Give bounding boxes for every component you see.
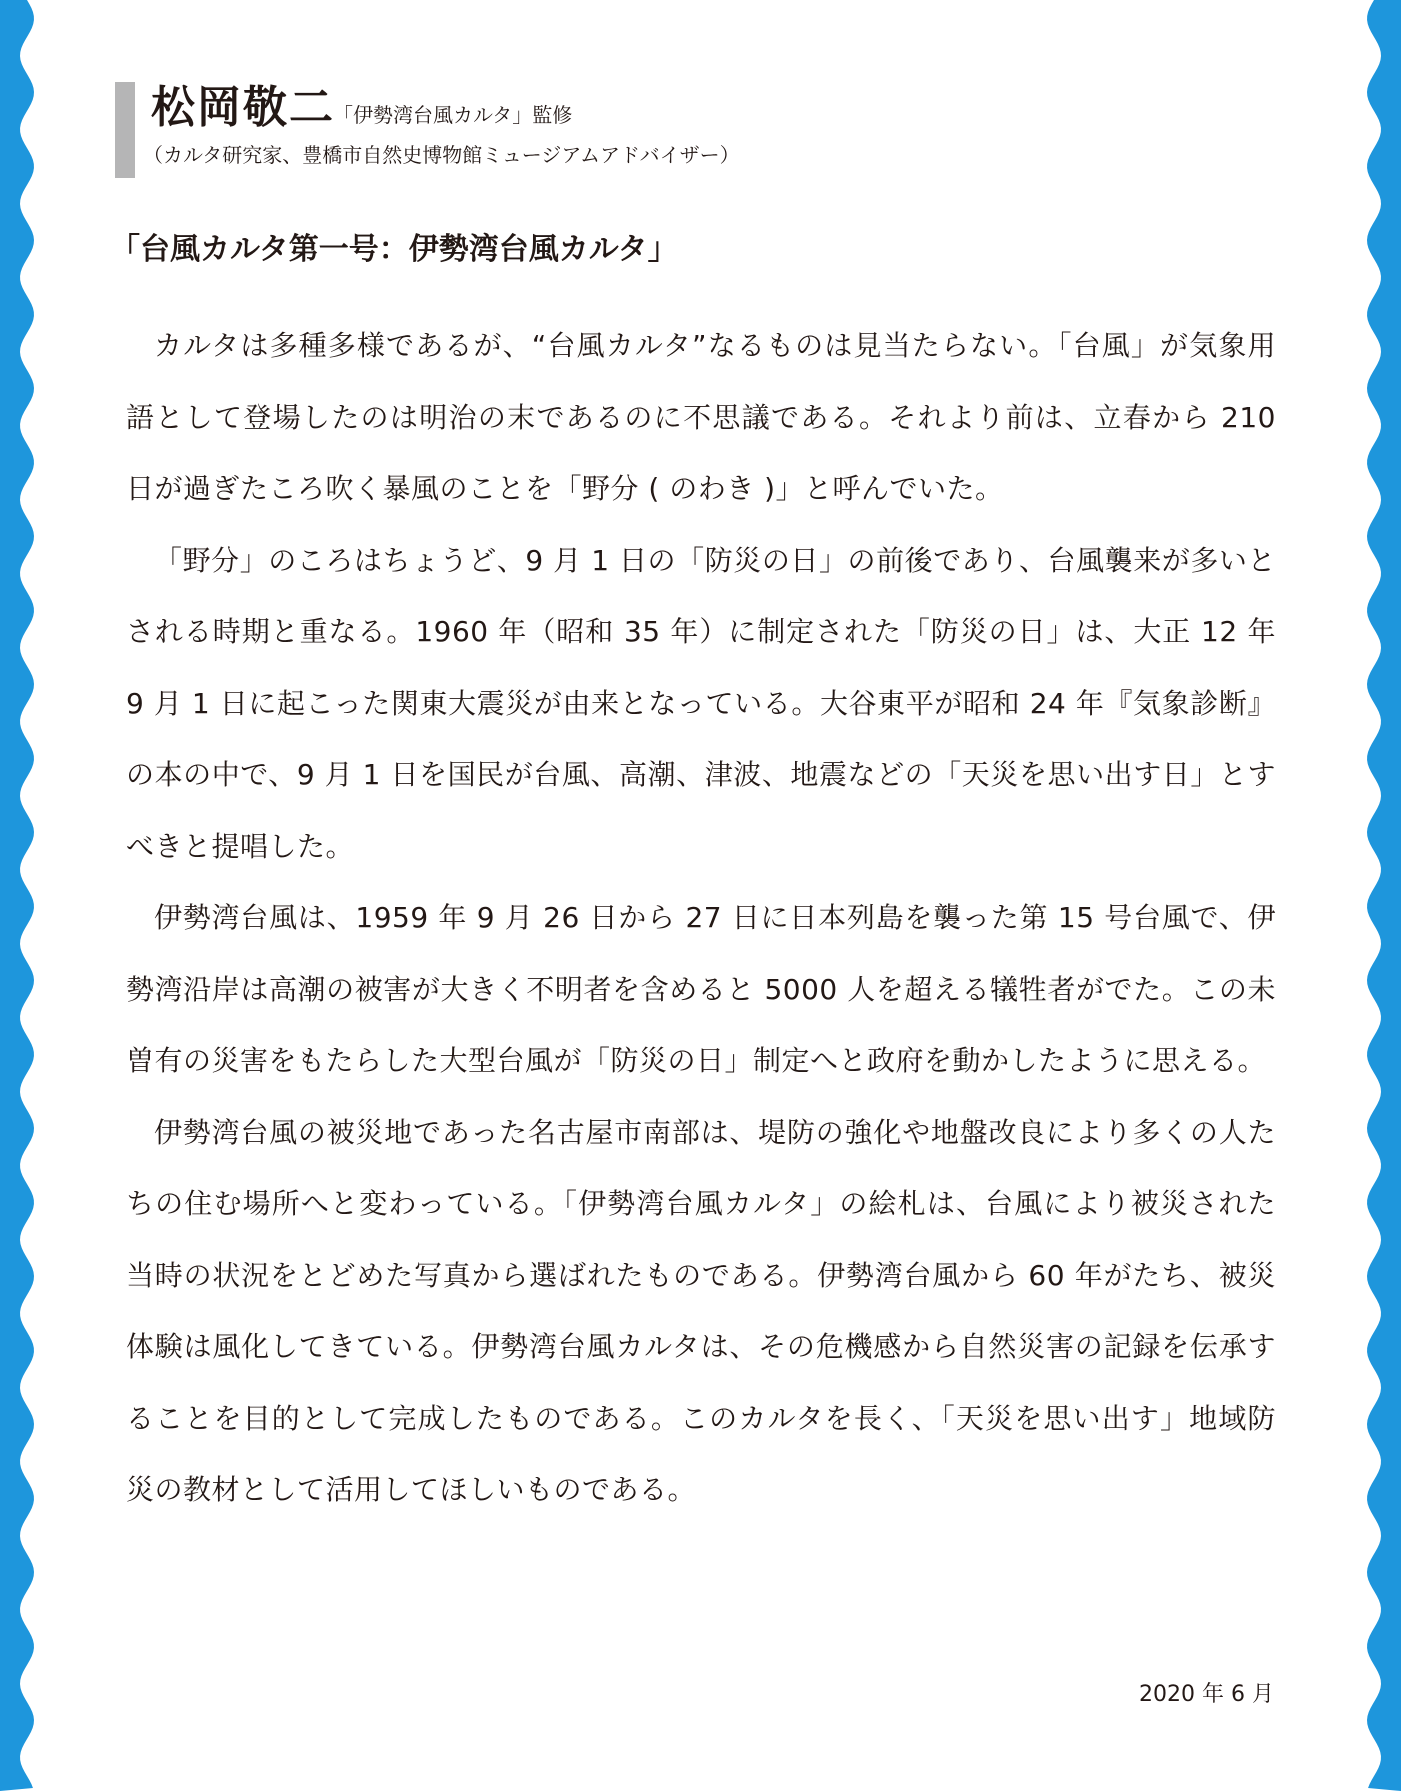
author-name: 松岡敬二 [151,82,335,133]
author-header [115,82,1275,178]
paragraph-1: カルタは多種多様であるが、“台風カルタ”なるものは見当たらない。「台風」が気象用語として登場したのは明治の末であるのに不思議である。それより前は、立春から 210 日が過ぎたころ吹く暴風のことを「野分 ( のわき )」と呼んでいた。 [126,329,1276,505]
essay-title: 「台風カルタ第一号：伊勢湾台風カルタ」 [110,232,678,267]
paragraph-3: 伊勢湾台風は、1959 年 9 月 26 日から 27 日に日本列島を襲った第 15 号台風で、伊勢湾沿岸は高潮の被害が大きく不明者を含めると 5000 人を超える犠牲者がでた。この未曽有の災害をもたらした大型台風が「防災の日」制定へと政府を動かしたように思える。 [126,901,1276,1077]
header-accent-bar [115,82,135,178]
author-role: 「伊勢湾台風カルタ」監修 [333,103,573,127]
left-wave-border [0,0,44,1791]
paragraph-2: 「野分」のころはちょうど、9 月 1 日の「防災の日」の前後であり、台風襲来が多いとされる時期と重なる。1960 年（昭和 35 年）に制定された「防災の日」は、大正 12 年 9 月 1 日に起こった関東大震災が由来となっている。大谷東平が昭和 24 年『気象診断』の本の中で、9 月 1 日を国民が台風、高潮、津波、地震などの「天災を思い出す日」とすべきと提唱した。 [126,543,1276,863]
date-line: 2020 年 6 月 [1139,1682,1274,1707]
essay-body [126,310,1276,1526]
paragraph-4: 伊勢湾台風の被災地であった名古屋市南部は、堤防の強化や地盤改良により多くの人たちの住む場所へと変わっている。「伊勢湾台風カルタ」の絵札は、台風により被災された当時の状況をとどめた写真から選ばれたものである。伊勢湾台風から 60 年がたち、被災体験は風化してきている。伊勢湾台風カルタは、その危機感から自然災害の記録を伝承することを目的として完成したものである。このカルタを長く、「天災を思い出す」地域防災の教材として活用してほしいものである。 [126,1115,1276,1506]
right-wave-border [1357,0,1401,1791]
author-affiliation: （カルタ研究家、豊橋市自然史博物館ミュージアムアドバイザー） [143,143,740,167]
